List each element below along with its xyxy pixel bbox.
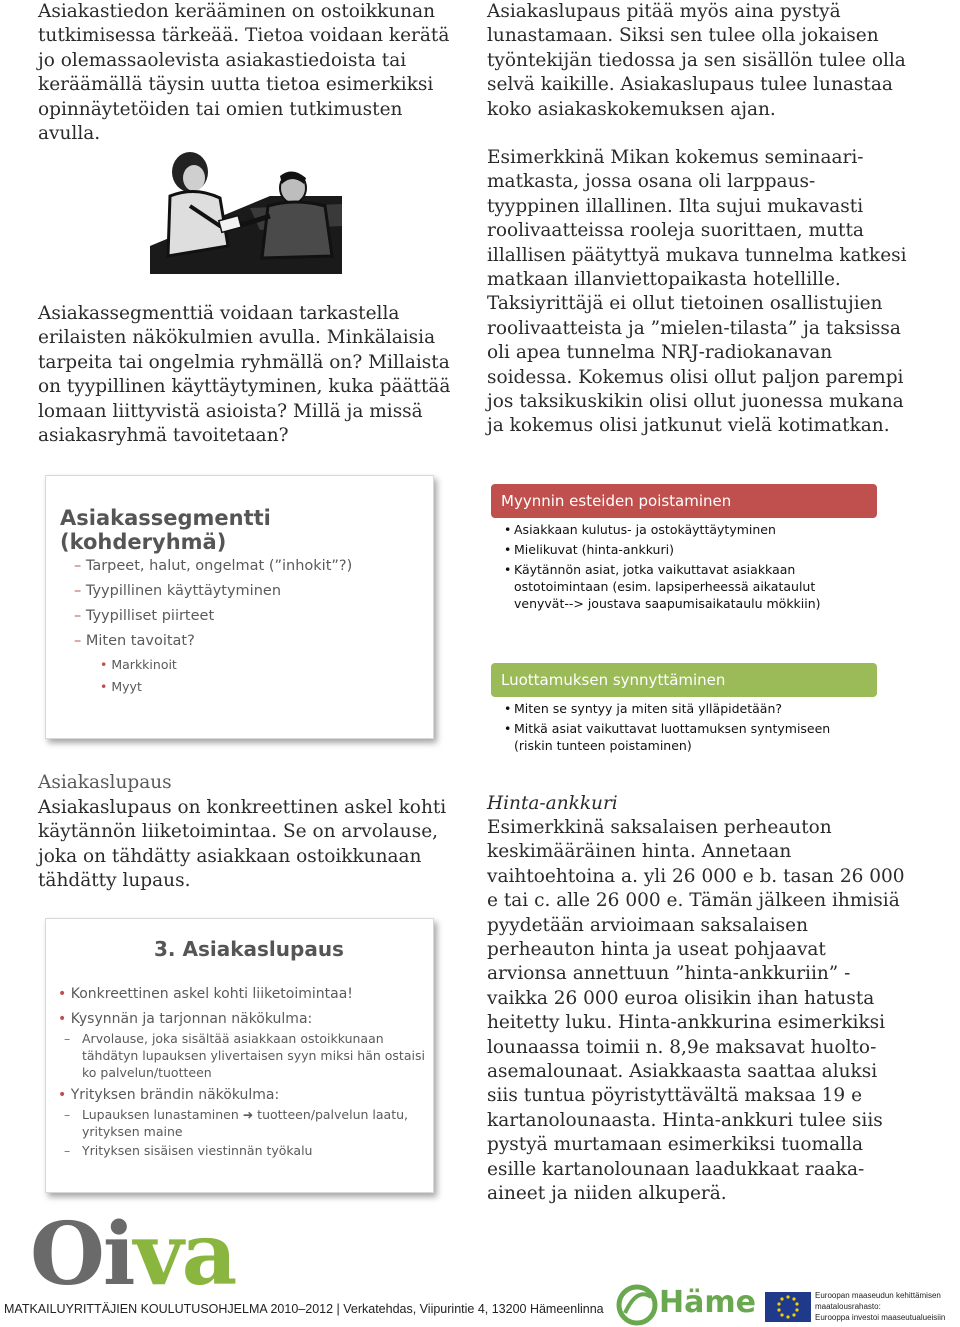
slide-subitem: – Arvolause, joka sisältää asiakkaan ostoikkunaan tähdätyn lupauksen ylivertaisen syyn miksi hän ostaisi ko palvelun/tuotteen bbox=[64, 1031, 425, 1080]
eu-text: Euroopan maaseudun kehittämisen maatalousrahasto: Eurooppa investoi maaseutualueisiin bbox=[815, 1291, 946, 1322]
slide-item: – Miten tavoitat? bbox=[74, 633, 195, 649]
banner-luottamus: Luottamuksen synnyttäminen bbox=[491, 663, 877, 697]
list-item: • Käytännön asiat, jotka vaikuttavat asiakkaan ostotoimintaan (esim. lapsiperheessä aikataulut venyvät--> joustava saapumisaikataulu mökkiin) bbox=[504, 561, 834, 612]
hame-logo: Häme bbox=[615, 1283, 757, 1327]
hinta-paragraph: Esimerkkinä saksalaisen perheauton keskimääräinen hinta. Annetaan vaihtoehtoina a. yli 26 000 e b. tasan 26 000 e tai c. alle 26 000 e. Tämän jälkeen ihmisiä pyydetään arvioimaan saksalaisen perheauton hinta ja useat pohjaavat arvionsa annettuun ”hinta-ankkuriin” - vaikka 26 000 euroa olisikin ihan hatusta heitetty luku. Hinta-ankkurina esimerkiksi lounaassa toimii n. 8,9e maksavat huolto-asemalounaat. Asiakkaasta saattaa aluksi siis tuntua pöyristyttävältä maksaa 19 e kartanolounaasta. Hinta-ankkuri tulee siis pystyä murtamaan esimerkiksi tuomalla esille kartanolounaan laadukkaat raaka-aineet ja niiden alkuperä. bbox=[487, 817, 905, 1205]
lupaus-heading: Asiakaslupaus bbox=[38, 772, 172, 793]
oiva-logo: Oiva bbox=[30, 1204, 236, 1305]
list-item: • Mitkä asiat vaikuttavat luottamuksen syntymiseen (riskin tunteen poistaminen) bbox=[504, 720, 844, 754]
slide-subitem: – Lupauksen lunastaminen ➜ tuotteen/palvelun laatu, yrityksen maine bbox=[64, 1107, 409, 1139]
slide-item: • Yrityksen brändin näkökulma: bbox=[58, 1087, 280, 1103]
list-item: • Mielikuvat (hinta-ankkuri) bbox=[504, 541, 884, 558]
intro-paragraph: Asiakastiedon kerääminen on ostoikkunan tutkimisessa tärkeää. Tietoa voidaan kerätä jo olemassaolevista asiakastiedoista tai keräämällä täysin uutta tietoa esimerkiksi opinnäytetöiden tai omien tutkimusten avulla. bbox=[38, 1, 450, 145]
slide-item: – Tyypilliset piirteet bbox=[74, 608, 215, 624]
segment-paragraph: Asiakassegmenttiä voidaan tarkastella erilaisten näkökulmien avulla. Minkälaisia tarpeita tai ongelmia ryhmällä on? Millaista on tyypillinen käyttäytyminen, kuka päättää lomaan liittyvistä asioista? Millä ja missä asiakasryhmä tavoitetaan? bbox=[38, 303, 451, 447]
slide-title: 3. Asiakaslupaus bbox=[154, 937, 344, 961]
list-item: • Miten se syntyy ja miten sitä ylläpidetään? bbox=[504, 700, 884, 717]
right-paragraph-2: Esimerkkinä Mikan kokemus seminaari-matkasta, jossa osana oli larppaus-tyyppinen illallinen. Ilta sujui mukavasti roolivaatteissa rooleja suorittaen, mutta illallisen päätyttyä mukava tunnelma katkesi matkaan illanviettopaikasta hotellille. Taksiyrittäjä ei ollut tietoinen osallistujien roolivaatteista ja ”mielen-tilasta” ja taksissa oli apea tunnelma NRJ-radiokanavan soidessa. Kokemus olisi ollut paljon parempi jos taksikuskikin olisi ollut juonessa mukana ja kokemus olisi jatkunut vielä kotimatkan. bbox=[487, 147, 907, 437]
leaf-icon bbox=[615, 1283, 659, 1327]
hinta-heading: Hinta-ankkuri bbox=[487, 793, 618, 814]
meeting-illustration bbox=[150, 146, 342, 274]
list-item: • Asiakkaan kulutus- ja ostokäyttäytyminen bbox=[504, 521, 884, 538]
right-paragraph-1: Asiakaslupaus pitää myös aina pystyä lunastamaan. Siksi sen tulee olla jokaisen työntekijän tiedossa ja sen sisällön tulee olla selvä kaikille. Asiakaslupaus tulee lunastaa koko asiakaskokemuksen ajan. bbox=[487, 1, 906, 120]
slide-subitem: • Myyt bbox=[100, 679, 142, 694]
slide-asiakassegmentti bbox=[45, 475, 434, 739]
slide-title: Asiakassegmentti (kohderyhmä) bbox=[60, 506, 271, 554]
slide-subitem: – Yrityksen sisäisen viestinnän työkalu bbox=[64, 1143, 313, 1158]
bullet-list-luottamus bbox=[504, 700, 884, 757]
bullet-list-esteet bbox=[504, 521, 884, 615]
slide-item: • Konkreettinen askel kohti liiketoimintaa! bbox=[58, 986, 353, 1002]
banner-myynnin-esteet: Myynnin esteiden poistaminen bbox=[491, 484, 877, 518]
footer-text: MATKAILUYRITTÄJIEN KOULUTUSOHJELMA 2010–2012 | Verkatehdas, Viipurintie 4, 13200 Hämeenlinna bbox=[4, 1302, 604, 1316]
lupaus-paragraph: Asiakaslupaus on konkreettinen askel kohti käytännön liiketoimintaa. Se on arvolause, joka on tähdätty asiakkaan ostoikkunaan tähdätty lupaus. bbox=[38, 797, 447, 892]
slide-item: – Tyypillinen käyttäytyminen bbox=[74, 583, 282, 599]
slide-asiakaslupaus bbox=[45, 918, 434, 1193]
slide-subitem: • Markkinoit bbox=[100, 657, 177, 672]
slide-item: – Tarpeet, halut, ongelmat (”inhokit”?) bbox=[74, 558, 353, 574]
eu-flag-icon bbox=[765, 1292, 811, 1322]
slide-item: • Kysynnän ja tarjonnan näkökulma: bbox=[58, 1011, 313, 1027]
